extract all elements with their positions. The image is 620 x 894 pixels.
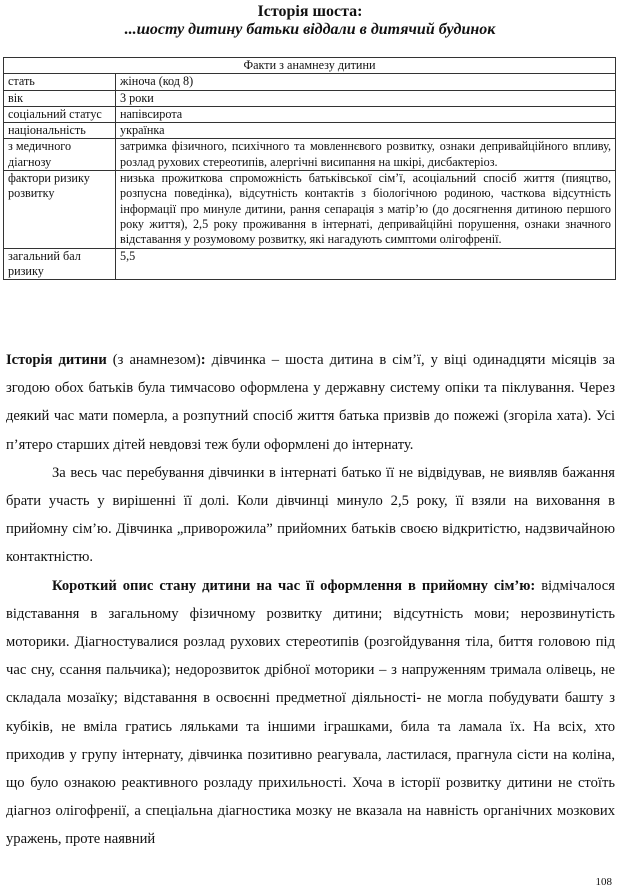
- row-label-risk-factors: фактори ризику розвитку: [4, 171, 116, 248]
- row-label-social-status: соціальний статус: [4, 106, 116, 122]
- paragraph-history: [6, 346, 615, 459]
- history-lead: Історія дитини: [6, 352, 107, 368]
- row-value-sex: жіноча (код 8): [116, 74, 616, 90]
- row-label-nationality: національність: [4, 123, 116, 139]
- story-title: Історія шоста:: [257, 3, 363, 20]
- table-row: [4, 123, 616, 139]
- table-caption: Факти з анамнезу дитини: [4, 58, 616, 74]
- row-label-age: вік: [4, 90, 116, 106]
- row-label-diagnosis: з медичного діагнозу: [4, 139, 116, 171]
- row-label-sex: стать: [4, 74, 116, 90]
- row-value-nationality: українка: [116, 123, 616, 139]
- condition-lead: Короткий опис стану дитини на час її оформлення в прийомну сім’ю:: [52, 577, 536, 594]
- row-value-total-risk-score: 5,5: [116, 248, 616, 280]
- row-label-total-risk-score: загальний бал ризику: [4, 248, 116, 280]
- anamnesis-facts-table: [3, 57, 616, 280]
- story-subtitle: ...шосту дитину батьки віддали в дитячий будинок: [124, 21, 496, 38]
- table-row: [4, 90, 616, 106]
- row-value-diagnosis: затримка фізичного, психічного та мовленнєвого розвитку, ознаки депривайційного впливу, розлад рухових стереотипів, алергічні висипання на шкірі, дисбактеріоз.: [116, 139, 616, 171]
- story-body: [6, 346, 615, 854]
- table-row: [4, 171, 616, 248]
- history-colon: :: [200, 352, 206, 368]
- table-row: [4, 139, 616, 171]
- table-row: [4, 74, 616, 90]
- condition-text: відмічалося відставання в загальному фізичному розвитку дитини; відсутність мови; нерозвинутість моторики. Діагностувалися розлад рухових стереотипів (розгойдування тіла, биття головою під час сну, ссання пальчика); недорозвиток дрібної моторики – з напруженням тримала олівець, не складала мозаїку; відставання в освоєнні предметної діяльності- не могла побудувати башту з кубіків, не вміла гратись ляльками та іншими іграшками, била та ламала їх. На всіх, хто приходив у групу інтернату, дівчинка позитивно реагувала, ластилася, прагнула сісти на коліна, що було ознакою реактивного розладу прихильності. Хоча в історії розвитку дитини не стоїть діагноз олігофренії, а спеціальна діагностика мозку не вказала на навність органічних мозкових уражень, проте наявний: [6, 577, 615, 848]
- row-value-social-status: напівсирота: [116, 106, 616, 122]
- history-paren: (з анамнезом): [106, 352, 201, 368]
- table-row: [4, 248, 616, 280]
- row-value-age: 3 роки: [116, 90, 616, 106]
- paragraph-condition: [6, 572, 615, 854]
- page-number: 108: [595, 876, 612, 888]
- table-caption-row: [4, 58, 616, 74]
- paragraph-internat: За весь час перебування дівчинки в інтернаті батько її не відвідував, не виявляв бажання брати участь у вирішенні її долі. Коли дівчинці минуло 2,5 року, її взяли на виховання в прийомну сім’ю. Дівчинка „приворожила” прийомних батьків своєю відкритістю, надзвичайною контактністю.: [6, 464, 615, 566]
- table-row: [4, 106, 616, 122]
- row-value-risk-factors: низька прожиткова спроможність батьківської сім’ї, асоціальний спосіб життя (пияцтво, розпусна поведінка), відсутність контактів з біологічною родиною, часткова відсутність інформації про минуле дитини, рання сепарація з матір’ю (до досягнення дитиною першого року життя), 2,5 року проживання в інтернаті, депривайційні порушення, ознаки значного відставання у розумовому розвитку, які нагадують симптоми олігофренії.: [116, 171, 616, 248]
- history-text: дівчинка – шоста дитина в сім’ї, у віці одинадцяти місяців за згодою обох батьків була тимчасово оформлена у державну систему опіки та піклування. Через деякий час мати померла, а розпутний спосіб життя батька призвів до пожежі (згоріла хата). Усі п’ятеро старших дітей невдовзі теж були оформлені до інтернату.: [6, 352, 615, 453]
